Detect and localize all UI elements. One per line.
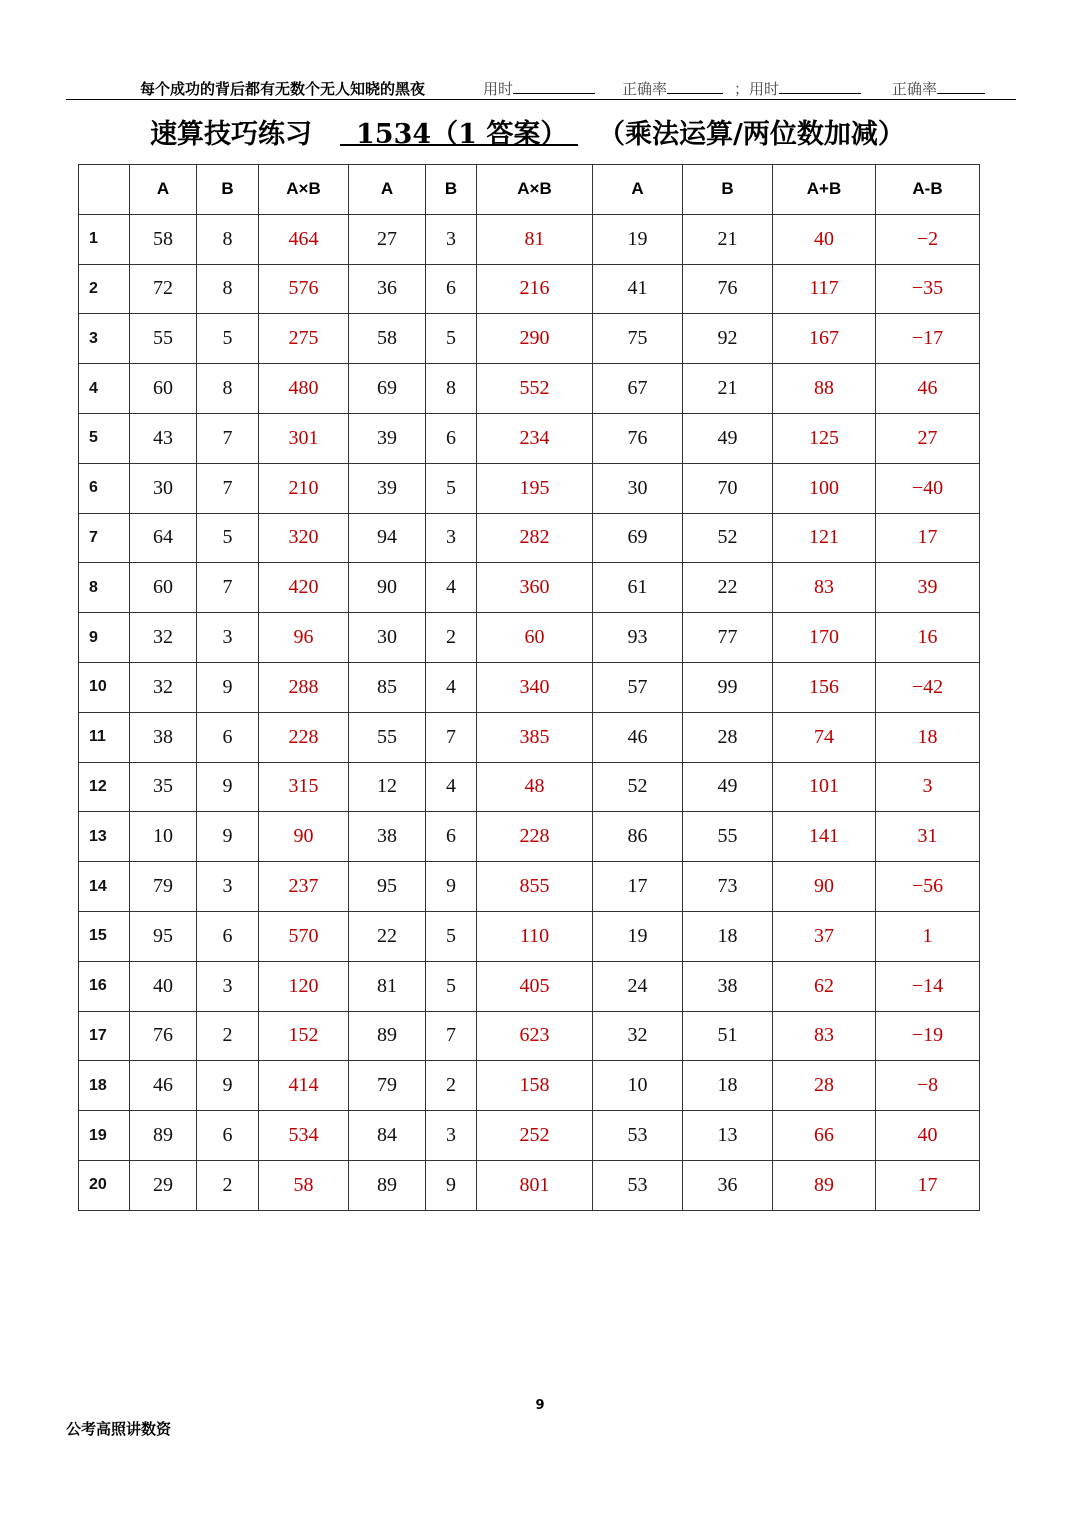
answer-cell: 315 — [259, 762, 349, 812]
table-row — [79, 862, 980, 912]
operand-cell: 69 — [593, 513, 683, 563]
answer-cell: 18 — [876, 712, 980, 762]
answer-cell: 623 — [477, 1011, 593, 1061]
operand-cell: 5 — [426, 961, 477, 1011]
operand-cell: 18 — [683, 911, 773, 961]
operand-cell: 90 — [349, 563, 426, 613]
table-row — [79, 911, 980, 961]
answer-cell: 801 — [477, 1160, 593, 1210]
time-field-2 — [734, 78, 861, 99]
operand-cell: 5 — [197, 513, 259, 563]
operand-cell: 10 — [593, 1061, 683, 1111]
operand-cell: 5 — [426, 463, 477, 513]
operand-cell: 28 — [683, 712, 773, 762]
answer-cell: 158 — [477, 1061, 593, 1111]
operand-cell: 79 — [349, 1061, 426, 1111]
operand-cell: 7 — [426, 1011, 477, 1061]
operand-cell: 77 — [683, 613, 773, 663]
operand-cell: 4 — [426, 662, 477, 712]
row-number: 3 — [79, 314, 130, 364]
operand-cell: 72 — [130, 264, 197, 314]
answer-cell: 216 — [477, 264, 593, 314]
operand-cell: 89 — [349, 1160, 426, 1210]
operand-cell: 2 — [426, 1061, 477, 1111]
operand-cell: 5 — [426, 911, 477, 961]
row-number: 12 — [79, 762, 130, 812]
operand-cell: 69 — [349, 364, 426, 414]
accuracy-blank-1 — [667, 78, 723, 94]
answer-cell: 195 — [477, 463, 593, 513]
accuracy-field-2 — [892, 78, 985, 99]
operand-cell: 64 — [130, 513, 197, 563]
operand-cell: 4 — [426, 762, 477, 812]
answer-cell: −42 — [876, 662, 980, 712]
row-number: 16 — [79, 961, 130, 1011]
operand-cell: 58 — [130, 214, 197, 264]
operand-cell: 38 — [130, 712, 197, 762]
operand-cell: 6 — [197, 1111, 259, 1161]
operand-cell: 43 — [130, 413, 197, 463]
operand-cell: 32 — [593, 1011, 683, 1061]
column-header-a: A — [349, 165, 426, 215]
column-header-a: A — [130, 165, 197, 215]
row-number: 19 — [79, 1111, 130, 1161]
operand-cell: 7 — [197, 413, 259, 463]
operand-cell: 13 — [683, 1111, 773, 1161]
answer-cell: −8 — [876, 1061, 980, 1111]
answer-cell: 39 — [876, 563, 980, 613]
answer-cell: 17 — [876, 1160, 980, 1210]
operand-cell: 49 — [683, 762, 773, 812]
answer-cell: 48 — [477, 762, 593, 812]
table-row — [79, 613, 980, 663]
column-header-a: A — [593, 165, 683, 215]
operand-cell: 52 — [593, 762, 683, 812]
answer-cell: 414 — [259, 1061, 349, 1111]
row-number: 17 — [79, 1011, 130, 1061]
header-motto: 每个成功的背后都有无数个无人知晓的黑夜 — [140, 80, 426, 98]
operand-cell: 55 — [683, 812, 773, 862]
operand-cell: 9 — [426, 862, 477, 912]
operand-cell: 18 — [683, 1061, 773, 1111]
time-blank-1 — [513, 78, 595, 94]
answer-cell: −2 — [876, 214, 980, 264]
row-number: 9 — [79, 613, 130, 663]
table-row — [79, 413, 980, 463]
operand-cell: 58 — [349, 314, 426, 364]
answer-cell: 301 — [259, 413, 349, 463]
accuracy-field-1 — [622, 78, 723, 99]
answer-cell: 570 — [259, 911, 349, 961]
operand-cell: 30 — [349, 613, 426, 663]
column-header-product: A×B — [477, 165, 593, 215]
operand-cell: 67 — [593, 364, 683, 414]
answer-cell: 252 — [477, 1111, 593, 1161]
answer-cell: 855 — [477, 862, 593, 912]
answer-cell: 3 — [876, 762, 980, 812]
answer-cell: 420 — [259, 563, 349, 613]
row-number: 1 — [79, 214, 130, 264]
answer-cell: 275 — [259, 314, 349, 364]
answer-cell: 110 — [477, 911, 593, 961]
operand-cell: 6 — [426, 413, 477, 463]
answer-cell: −19 — [876, 1011, 980, 1061]
operand-cell: 76 — [130, 1011, 197, 1061]
operand-cell: 73 — [683, 862, 773, 912]
operand-cell: 8 — [197, 364, 259, 414]
answer-cell: 170 — [773, 613, 876, 663]
answer-cell: 534 — [259, 1111, 349, 1161]
answer-cell: 81 — [477, 214, 593, 264]
title-main: 速算技巧练习 — [150, 119, 312, 150]
operand-cell: 6 — [197, 911, 259, 961]
operand-cell: 2 — [197, 1160, 259, 1210]
operand-cell: 60 — [130, 563, 197, 613]
answer-cell: 167 — [773, 314, 876, 364]
answer-table — [78, 164, 980, 1211]
operand-cell: 92 — [683, 314, 773, 364]
operand-cell: 3 — [426, 513, 477, 563]
operand-cell: 32 — [130, 613, 197, 663]
operand-cell: 9 — [197, 662, 259, 712]
answer-cell: 46 — [876, 364, 980, 414]
operand-cell: 6 — [197, 712, 259, 762]
answer-cell: 40 — [773, 214, 876, 264]
answer-cell: 121 — [773, 513, 876, 563]
page-title — [150, 112, 950, 152]
operand-cell: 4 — [426, 563, 477, 613]
answer-cell: 576 — [259, 264, 349, 314]
table-header-row — [79, 165, 980, 215]
operand-cell: 7 — [197, 463, 259, 513]
answer-cell: 40 — [876, 1111, 980, 1161]
title-subtitle: （乘法运算/两位数加减） — [598, 119, 905, 150]
row-number: 5 — [79, 413, 130, 463]
operand-cell: 46 — [130, 1061, 197, 1111]
operand-cell: 22 — [349, 911, 426, 961]
operand-cell: 76 — [593, 413, 683, 463]
answer-cell: −40 — [876, 463, 980, 513]
operand-cell: 30 — [130, 463, 197, 513]
answer-cell: 120 — [259, 961, 349, 1011]
operand-cell: 2 — [197, 1011, 259, 1061]
answer-cell: 100 — [773, 463, 876, 513]
operand-cell: 10 — [130, 812, 197, 862]
table-row — [79, 961, 980, 1011]
answer-cell: 83 — [773, 563, 876, 613]
answer-cell: −14 — [876, 961, 980, 1011]
answer-cell: 17 — [876, 513, 980, 563]
answer-cell: −17 — [876, 314, 980, 364]
row-number: 11 — [79, 712, 130, 762]
row-number: 10 — [79, 662, 130, 712]
operand-cell: 41 — [593, 264, 683, 314]
operand-cell: 53 — [593, 1160, 683, 1210]
operand-cell: 60 — [130, 364, 197, 414]
column-header-b: B — [683, 165, 773, 215]
operand-cell: 7 — [426, 712, 477, 762]
column-header-product: A×B — [259, 165, 349, 215]
answer-cell: 125 — [773, 413, 876, 463]
operand-cell: 39 — [349, 463, 426, 513]
operand-cell: 9 — [426, 1160, 477, 1210]
operand-cell: 51 — [683, 1011, 773, 1061]
operand-cell: 70 — [683, 463, 773, 513]
answer-cell: 210 — [259, 463, 349, 513]
operand-cell: 21 — [683, 214, 773, 264]
answer-cell: 89 — [773, 1160, 876, 1210]
answer-cell: 16 — [876, 613, 980, 663]
column-header-sum: A+B — [773, 165, 876, 215]
row-number: 18 — [79, 1061, 130, 1111]
operand-cell: 9 — [197, 1061, 259, 1111]
answer-cell: 83 — [773, 1011, 876, 1061]
operand-cell: 32 — [130, 662, 197, 712]
operand-cell: 79 — [130, 862, 197, 912]
answer-cell: 288 — [259, 662, 349, 712]
accuracy-blank-2 — [937, 78, 985, 94]
operand-cell: 8 — [197, 264, 259, 314]
accuracy-label-1: 正确率 — [622, 80, 668, 98]
answer-cell: 405 — [477, 961, 593, 1011]
answer-cell: 27 — [876, 413, 980, 463]
answer-cell: 156 — [773, 662, 876, 712]
operand-cell: 36 — [349, 264, 426, 314]
operand-cell: 55 — [349, 712, 426, 762]
answer-cell: −56 — [876, 862, 980, 912]
row-number: 2 — [79, 264, 130, 314]
operand-cell: 29 — [130, 1160, 197, 1210]
column-header-b: B — [426, 165, 477, 215]
answer-cell: 290 — [477, 314, 593, 364]
answer-cell: 228 — [259, 712, 349, 762]
operand-cell: 76 — [683, 264, 773, 314]
table-row — [79, 314, 980, 364]
time-field-1 — [483, 78, 595, 99]
answer-cell: 88 — [773, 364, 876, 414]
answer-cell: 320 — [259, 513, 349, 563]
column-header-index — [79, 165, 130, 215]
operand-cell: 8 — [197, 214, 259, 264]
operand-cell: 5 — [197, 314, 259, 364]
row-number: 15 — [79, 911, 130, 961]
operand-cell: 3 — [197, 961, 259, 1011]
operand-cell: 86 — [593, 812, 683, 862]
column-header-b: B — [197, 165, 259, 215]
table-row — [79, 1011, 980, 1061]
row-number: 6 — [79, 463, 130, 513]
operand-cell: 9 — [197, 812, 259, 862]
operand-cell: 53 — [593, 1111, 683, 1161]
answer-cell: 360 — [477, 563, 593, 613]
time-label-1: 用时 — [483, 80, 514, 98]
footer-source: 公考高照讲数资 — [66, 1420, 172, 1438]
operand-cell: 5 — [426, 314, 477, 364]
operand-cell: 57 — [593, 662, 683, 712]
table-row — [79, 662, 980, 712]
operand-cell: 55 — [130, 314, 197, 364]
time-blank-2 — [779, 78, 861, 94]
operand-cell: 30 — [593, 463, 683, 513]
operand-cell: 75 — [593, 314, 683, 364]
table-row — [79, 364, 980, 414]
operand-cell: 6 — [426, 264, 477, 314]
answer-cell: 96 — [259, 613, 349, 663]
answer-cell: 228 — [477, 812, 593, 862]
operand-cell: 27 — [349, 214, 426, 264]
title-exercise-number: 1534（1 答案） — [340, 112, 578, 146]
answer-cell: 237 — [259, 862, 349, 912]
operand-cell: 52 — [683, 513, 773, 563]
operand-cell: 9 — [197, 762, 259, 812]
answer-cell: 480 — [259, 364, 349, 414]
answer-cell: 90 — [259, 812, 349, 862]
row-number: 4 — [79, 364, 130, 414]
row-number: 20 — [79, 1160, 130, 1210]
operand-cell: 89 — [349, 1011, 426, 1061]
operand-cell: 49 — [683, 413, 773, 463]
answer-cell: 117 — [773, 264, 876, 314]
row-number: 13 — [79, 812, 130, 862]
operand-cell: 3 — [426, 214, 477, 264]
operand-cell: 21 — [683, 364, 773, 414]
operand-cell: 39 — [349, 413, 426, 463]
operand-cell: 12 — [349, 762, 426, 812]
answer-cell: 74 — [773, 712, 876, 762]
answer-cell: 152 — [259, 1011, 349, 1061]
page-header — [66, 78, 1016, 100]
operand-cell: 38 — [683, 961, 773, 1011]
table-row — [79, 762, 980, 812]
operand-cell: 89 — [130, 1111, 197, 1161]
table-row — [79, 812, 980, 862]
operand-cell: 61 — [593, 563, 683, 613]
operand-cell: 95 — [349, 862, 426, 912]
row-number: 7 — [79, 513, 130, 563]
table-row — [79, 1111, 980, 1161]
table-row — [79, 214, 980, 264]
answer-cell: 101 — [773, 762, 876, 812]
table-row — [79, 1160, 980, 1210]
header-divider — [66, 99, 1016, 100]
answer-cell: 58 — [259, 1160, 349, 1210]
operand-cell: 81 — [349, 961, 426, 1011]
operand-cell: 3 — [197, 862, 259, 912]
answer-cell: 28 — [773, 1061, 876, 1111]
operand-cell: 22 — [683, 563, 773, 613]
row-number: 14 — [79, 862, 130, 912]
operand-cell: 40 — [130, 961, 197, 1011]
answer-cell: 1 — [876, 911, 980, 961]
table-row — [79, 712, 980, 762]
operand-cell: 19 — [593, 911, 683, 961]
operand-cell: 46 — [593, 712, 683, 762]
answer-cell: 90 — [773, 862, 876, 912]
table-row — [79, 513, 980, 563]
page-number: 9 — [535, 1398, 545, 1413]
operand-cell: 95 — [130, 911, 197, 961]
operand-cell: 35 — [130, 762, 197, 812]
table-body — [79, 214, 980, 1210]
operand-cell: 17 — [593, 862, 683, 912]
operand-cell: 38 — [349, 812, 426, 862]
operand-cell: 94 — [349, 513, 426, 563]
table-row — [79, 563, 980, 613]
answer-cell: 62 — [773, 961, 876, 1011]
operand-cell: 36 — [683, 1160, 773, 1210]
answer-cell: 552 — [477, 364, 593, 414]
answer-cell: 141 — [773, 812, 876, 862]
table-row — [79, 264, 980, 314]
answer-cell: 385 — [477, 712, 593, 762]
operand-cell: 24 — [593, 961, 683, 1011]
answer-cell: 464 — [259, 214, 349, 264]
operand-cell: 8 — [426, 364, 477, 414]
operand-cell: 84 — [349, 1111, 426, 1161]
operand-cell: 6 — [426, 812, 477, 862]
table-row — [79, 1061, 980, 1111]
operand-cell: 3 — [426, 1111, 477, 1161]
operand-cell: 7 — [197, 563, 259, 613]
operand-cell: 85 — [349, 662, 426, 712]
answer-cell: 37 — [773, 911, 876, 961]
table-row — [79, 463, 980, 513]
operand-cell: 3 — [197, 613, 259, 663]
answer-cell: 60 — [477, 613, 593, 663]
operand-cell: 99 — [683, 662, 773, 712]
answer-cell: 31 — [876, 812, 980, 862]
row-number: 8 — [79, 563, 130, 613]
operand-cell: 2 — [426, 613, 477, 663]
column-header-difference: A-B — [876, 165, 980, 215]
time-label-2: ；用时 — [734, 80, 780, 98]
answer-cell: −35 — [876, 264, 980, 314]
operand-cell: 19 — [593, 214, 683, 264]
answer-cell: 66 — [773, 1111, 876, 1161]
answer-cell: 282 — [477, 513, 593, 563]
answer-cell: 234 — [477, 413, 593, 463]
answer-cell: 340 — [477, 662, 593, 712]
accuracy-label-2: 正确率 — [892, 80, 938, 98]
operand-cell: 93 — [593, 613, 683, 663]
